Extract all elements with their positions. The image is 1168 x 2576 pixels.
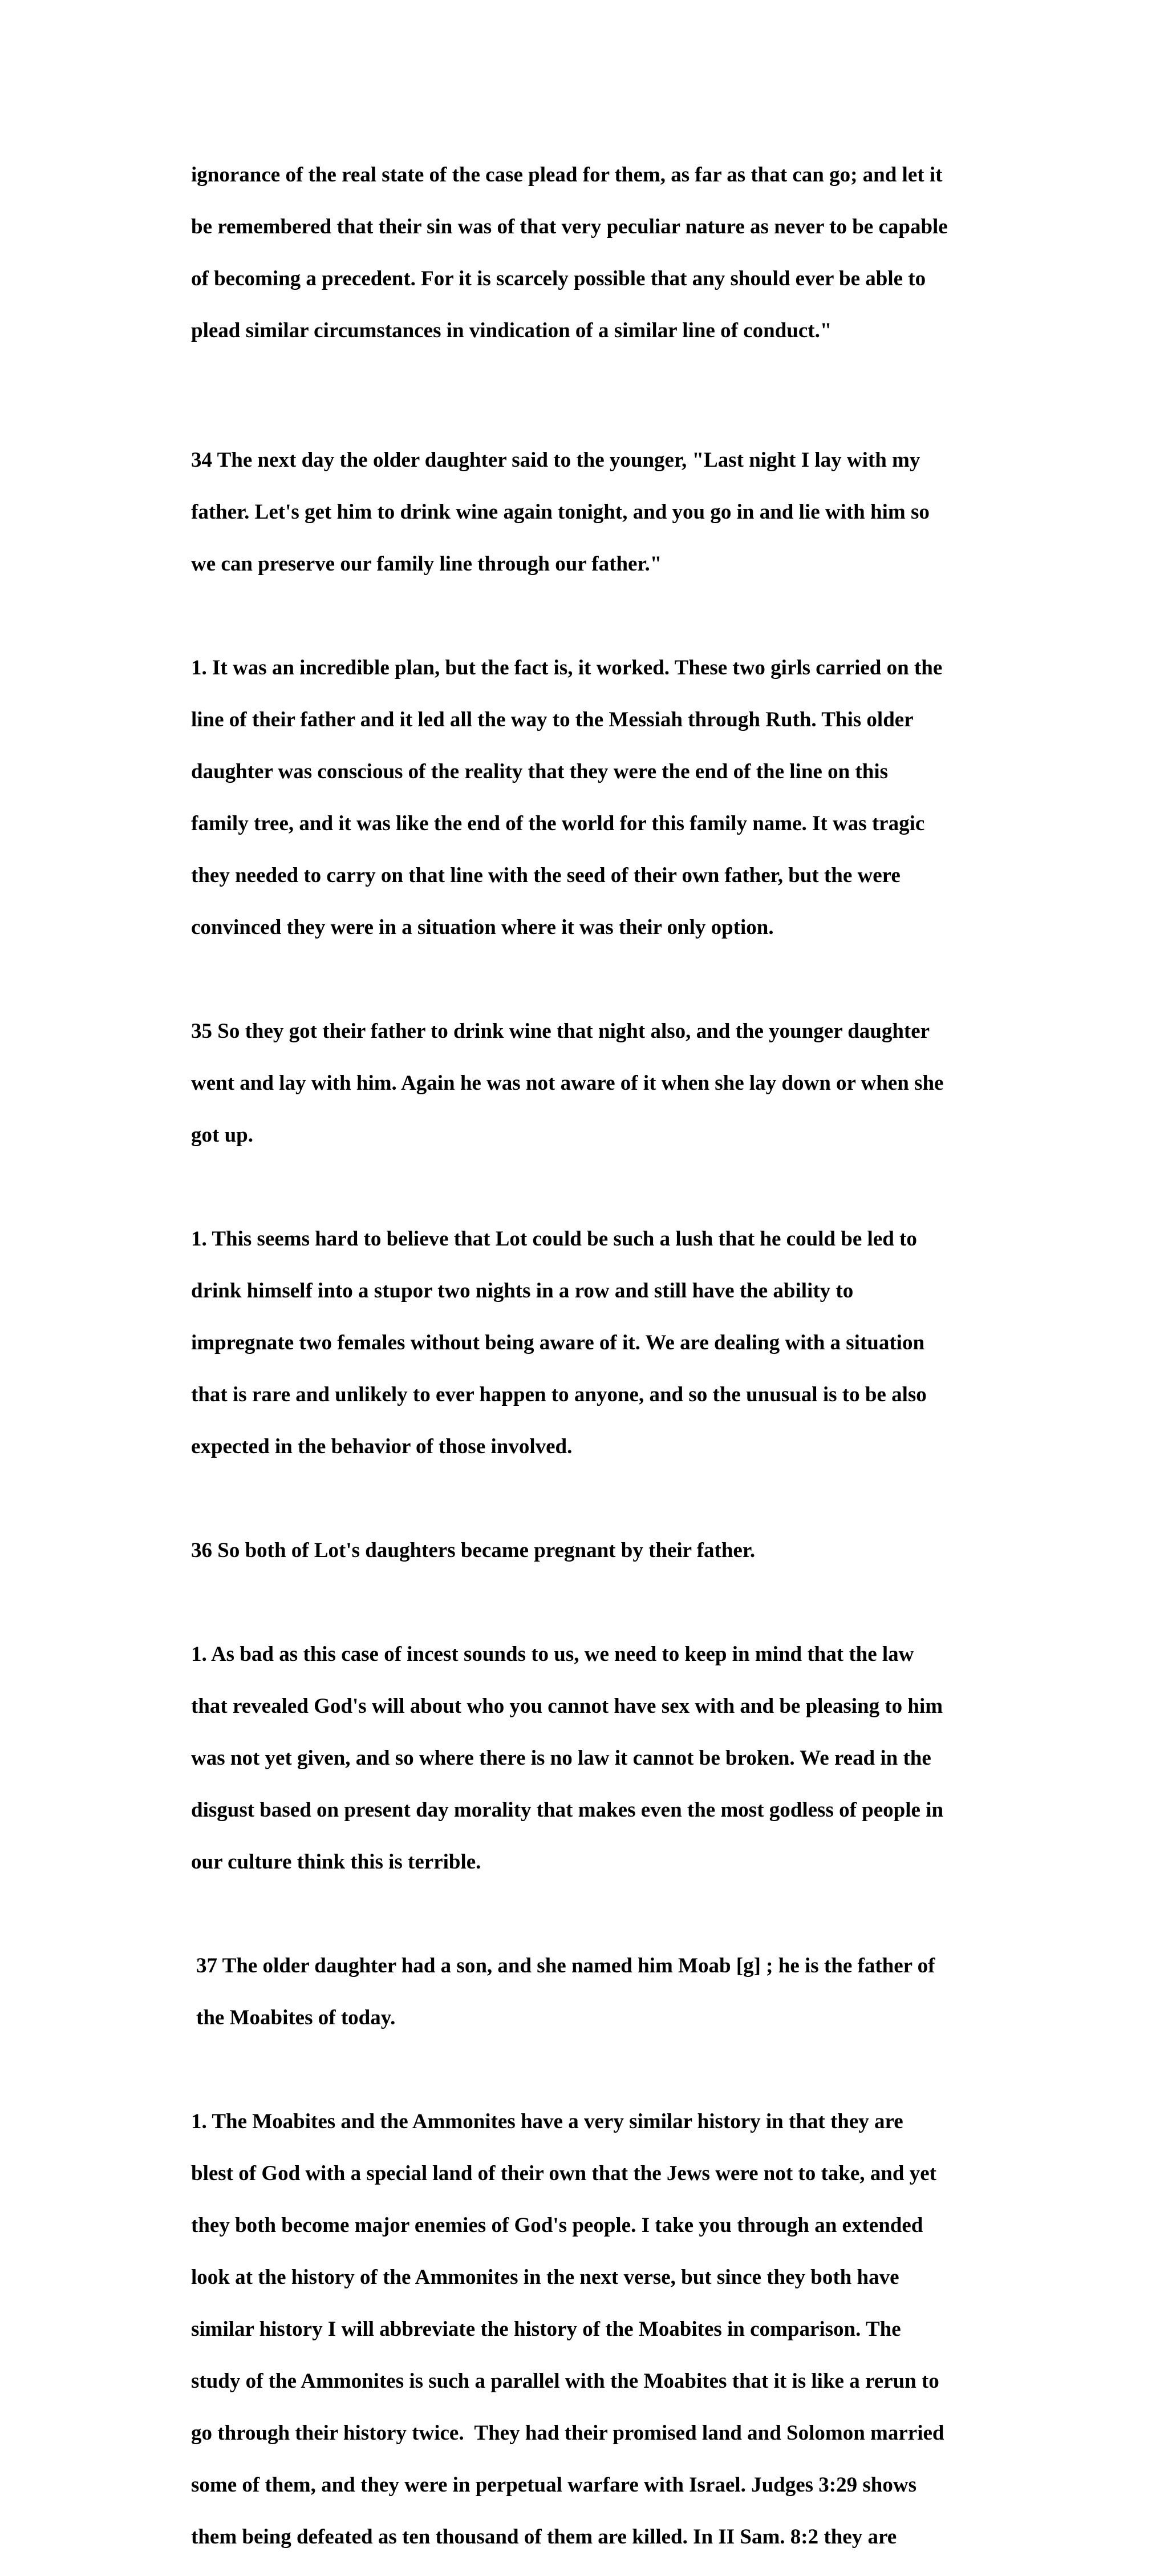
paragraph-spacer xyxy=(170,966,1008,993)
paragraph-spacer xyxy=(170,2057,1008,2083)
text-line: 36 So both of Lot's daughters became pregnant by their father. xyxy=(191,1539,755,1562)
commentary-paragraph xyxy=(170,1616,1008,1902)
text-line: of becoming a precedent. For it is scarcely possible that any should ever be able to xyxy=(191,267,926,290)
text-line: 1. The Moabites and the Ammonites have a very similar history in that they are xyxy=(191,2110,903,2133)
paragraph-spacer xyxy=(170,603,1008,629)
text-line: they both become major enemies of God's people. I take you through an extended xyxy=(191,2214,923,2237)
text-line: disgust based on present day morality that makes even the most godless of people in xyxy=(191,1798,943,1822)
text-line: we can preserve our family line through our father." xyxy=(191,552,662,576)
text-line: 1. As bad as this case of incest sounds to us, we need to keep in mind that the law xyxy=(191,1643,914,1666)
text-line: got up. xyxy=(191,1123,253,1147)
text-line: expected in the behavior of those involved. xyxy=(191,1435,572,1458)
text-line: convinced they were in a situation where it was their only option. xyxy=(191,916,774,939)
text-line: daughter was conscious of the reality that they were the end of the line on this xyxy=(191,760,888,783)
text-line: ignorance of the real state of the case plead for them, as far as that can go; and let it xyxy=(191,163,942,187)
text-line: that is rare and unlikely to ever happen to anyone, and so the unusual is to be also xyxy=(191,1383,927,1406)
paragraph-spacer xyxy=(170,1590,1008,1616)
text-line: drink himself into a stupor two nights in a row and still have the ability to xyxy=(191,1279,853,1303)
text-line: impregnate two females without being aware of it. We are dealing with a situation xyxy=(191,1331,924,1354)
text-line: similar history I will abbreviate the history of the Moabites in comparison. The xyxy=(191,2318,901,2341)
text-line: go through their history twice. They had their promised land and Solomon married xyxy=(191,2421,944,2445)
verse-paragraph-37 xyxy=(170,1927,1008,2057)
paragraph-spacer xyxy=(170,1901,1008,1927)
text-line: the Moabites of today. xyxy=(196,2006,395,2029)
paragraph-spacer xyxy=(170,1174,1008,1200)
text-line: our culture think this is terrible. xyxy=(191,1850,481,1874)
text-line: went and lay with him. Again he was not aware of it when she lay down or when she xyxy=(191,1071,943,1095)
text-line: 1. This seems hard to believe that Lot could be such a lush that he could be led to xyxy=(191,1227,917,1251)
text-line: look at the history of the Ammonites in the next verse, but since they both have xyxy=(191,2266,899,2289)
verse-paragraph-35 xyxy=(170,993,1008,1175)
commentary-paragraph xyxy=(170,629,1008,967)
text-line: was not yet given, and so where there is no law it cannot be broken. We read in the xyxy=(191,1746,931,1770)
text-line: 35 So they got their father to drink wine that night also, and the younger daughter xyxy=(191,1020,930,1043)
document-page xyxy=(170,136,1008,2576)
text-line: 1. It was an incredible plan, but the fact is, it worked. These two girls carried on the xyxy=(191,656,942,680)
text-line: study of the Ammonites is such a parallel with the Moabites that it is like a rerun to xyxy=(191,2369,939,2393)
text-line: them being defeated as ten thousand of them are killed. In II Sam. 8:2 they are xyxy=(191,2525,897,2549)
text-line: family tree, and it was like the end of the world for this family name. It was tragic xyxy=(191,812,924,835)
text-line: some of them, and they were in perpetual warfare with Israel. Judges 3:29 shows xyxy=(191,2473,916,2497)
commentary-paragraph xyxy=(170,1200,1008,1486)
commentary-paragraph xyxy=(170,136,1008,370)
text-line: they needed to carry on that line with the seed of their own father, but the were xyxy=(191,864,901,887)
text-line: blest of God with a special land of their own that the Jews were not to take, and yet xyxy=(191,2162,936,2185)
text-line: father. Let's get him to drink wine again tonight, and you go in and lie with him so xyxy=(191,500,930,524)
verse-paragraph-36 xyxy=(170,1512,1008,1590)
commentary-paragraph xyxy=(170,2083,1008,2576)
text-line: be remembered that their sin was of that very peculiar nature as never to be capable xyxy=(191,215,948,238)
text-line: plead similar circumstances in vindication of a similar line of conduct." xyxy=(191,319,832,342)
text-line: 34 The next day the older daughter said to the younger, "Last night I lay with my xyxy=(191,448,920,472)
verse-paragraph-34 xyxy=(170,422,1008,604)
text-line: that revealed God's will about who you cannot have sex with and be pleasing to him xyxy=(191,1695,943,1718)
text-line: 37 The older daughter had a son, and she named him Moab [g] ; he is the father of xyxy=(196,1954,935,1978)
paragraph-spacer xyxy=(170,1486,1008,1512)
paragraph-spacer xyxy=(170,370,1008,422)
text-line: line of their father and it led all the way to the Messiah through Ruth. This older xyxy=(191,708,914,731)
